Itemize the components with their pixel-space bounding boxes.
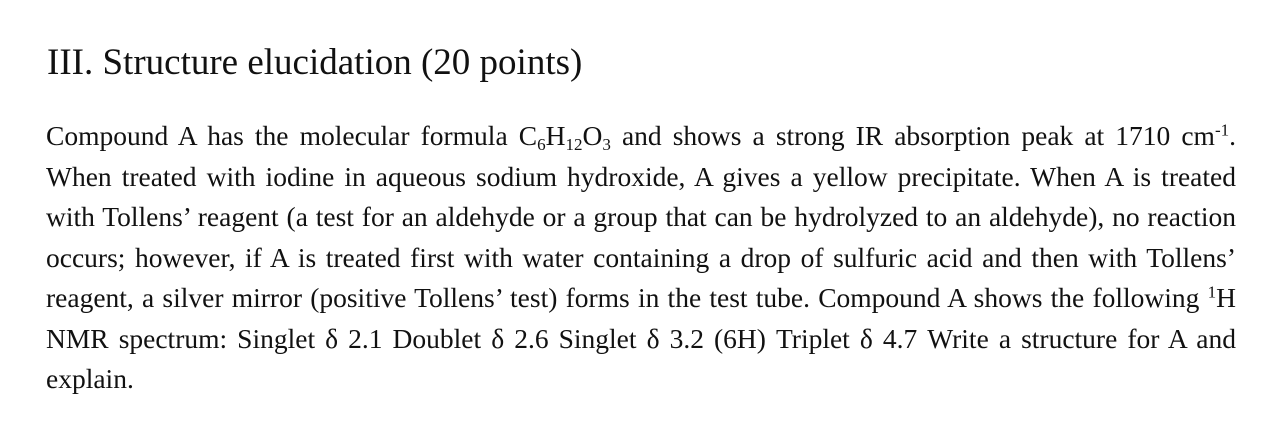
problem-lead: Compound A has the molecular formula xyxy=(46,120,519,151)
formula-hydrogen: H xyxy=(545,120,566,151)
nmr-isotope-mass: 1 xyxy=(1207,282,1217,302)
problem-paragraph xyxy=(46,116,1236,400)
reaction-description: . When treated with iodine in aqueous sodium hydroxide, A gives a yellow precipitate. When A is treated with Tollens’ reagent (a test for an aldehyde or a group that can be hydrolyzed to an aldehyde), no reaction occurs; however, if A is treated first with water containing a drop of sulfuric acid and then with Tollens’ reagent, a silver mirror (positive Tollens’ test) forms in the test tube. Compound A shows the following xyxy=(46,120,1236,313)
section-title: III. Structure elucidation (20 points) xyxy=(47,42,583,83)
formula-carbon-count: 6 xyxy=(537,134,546,154)
nmr-description: H NMR spectrum: Singlet δ 2.1 Doublet δ 2.6 Singlet δ 3.2 (6H) Triplet δ 4.7 Write a structure for A and explain. xyxy=(46,282,1236,394)
molecular-formula xyxy=(518,120,611,154)
formula-carbon: C xyxy=(518,120,538,151)
ir-unit-exponent: -1 xyxy=(1214,120,1230,140)
formula-oxygen-count: 3 xyxy=(602,134,611,154)
formula-hydrogen-count: 12 xyxy=(565,134,583,154)
ir-description: and shows a strong IR absorption peak at 1710 cm xyxy=(610,120,1215,151)
formula-oxygen: O xyxy=(582,120,603,151)
